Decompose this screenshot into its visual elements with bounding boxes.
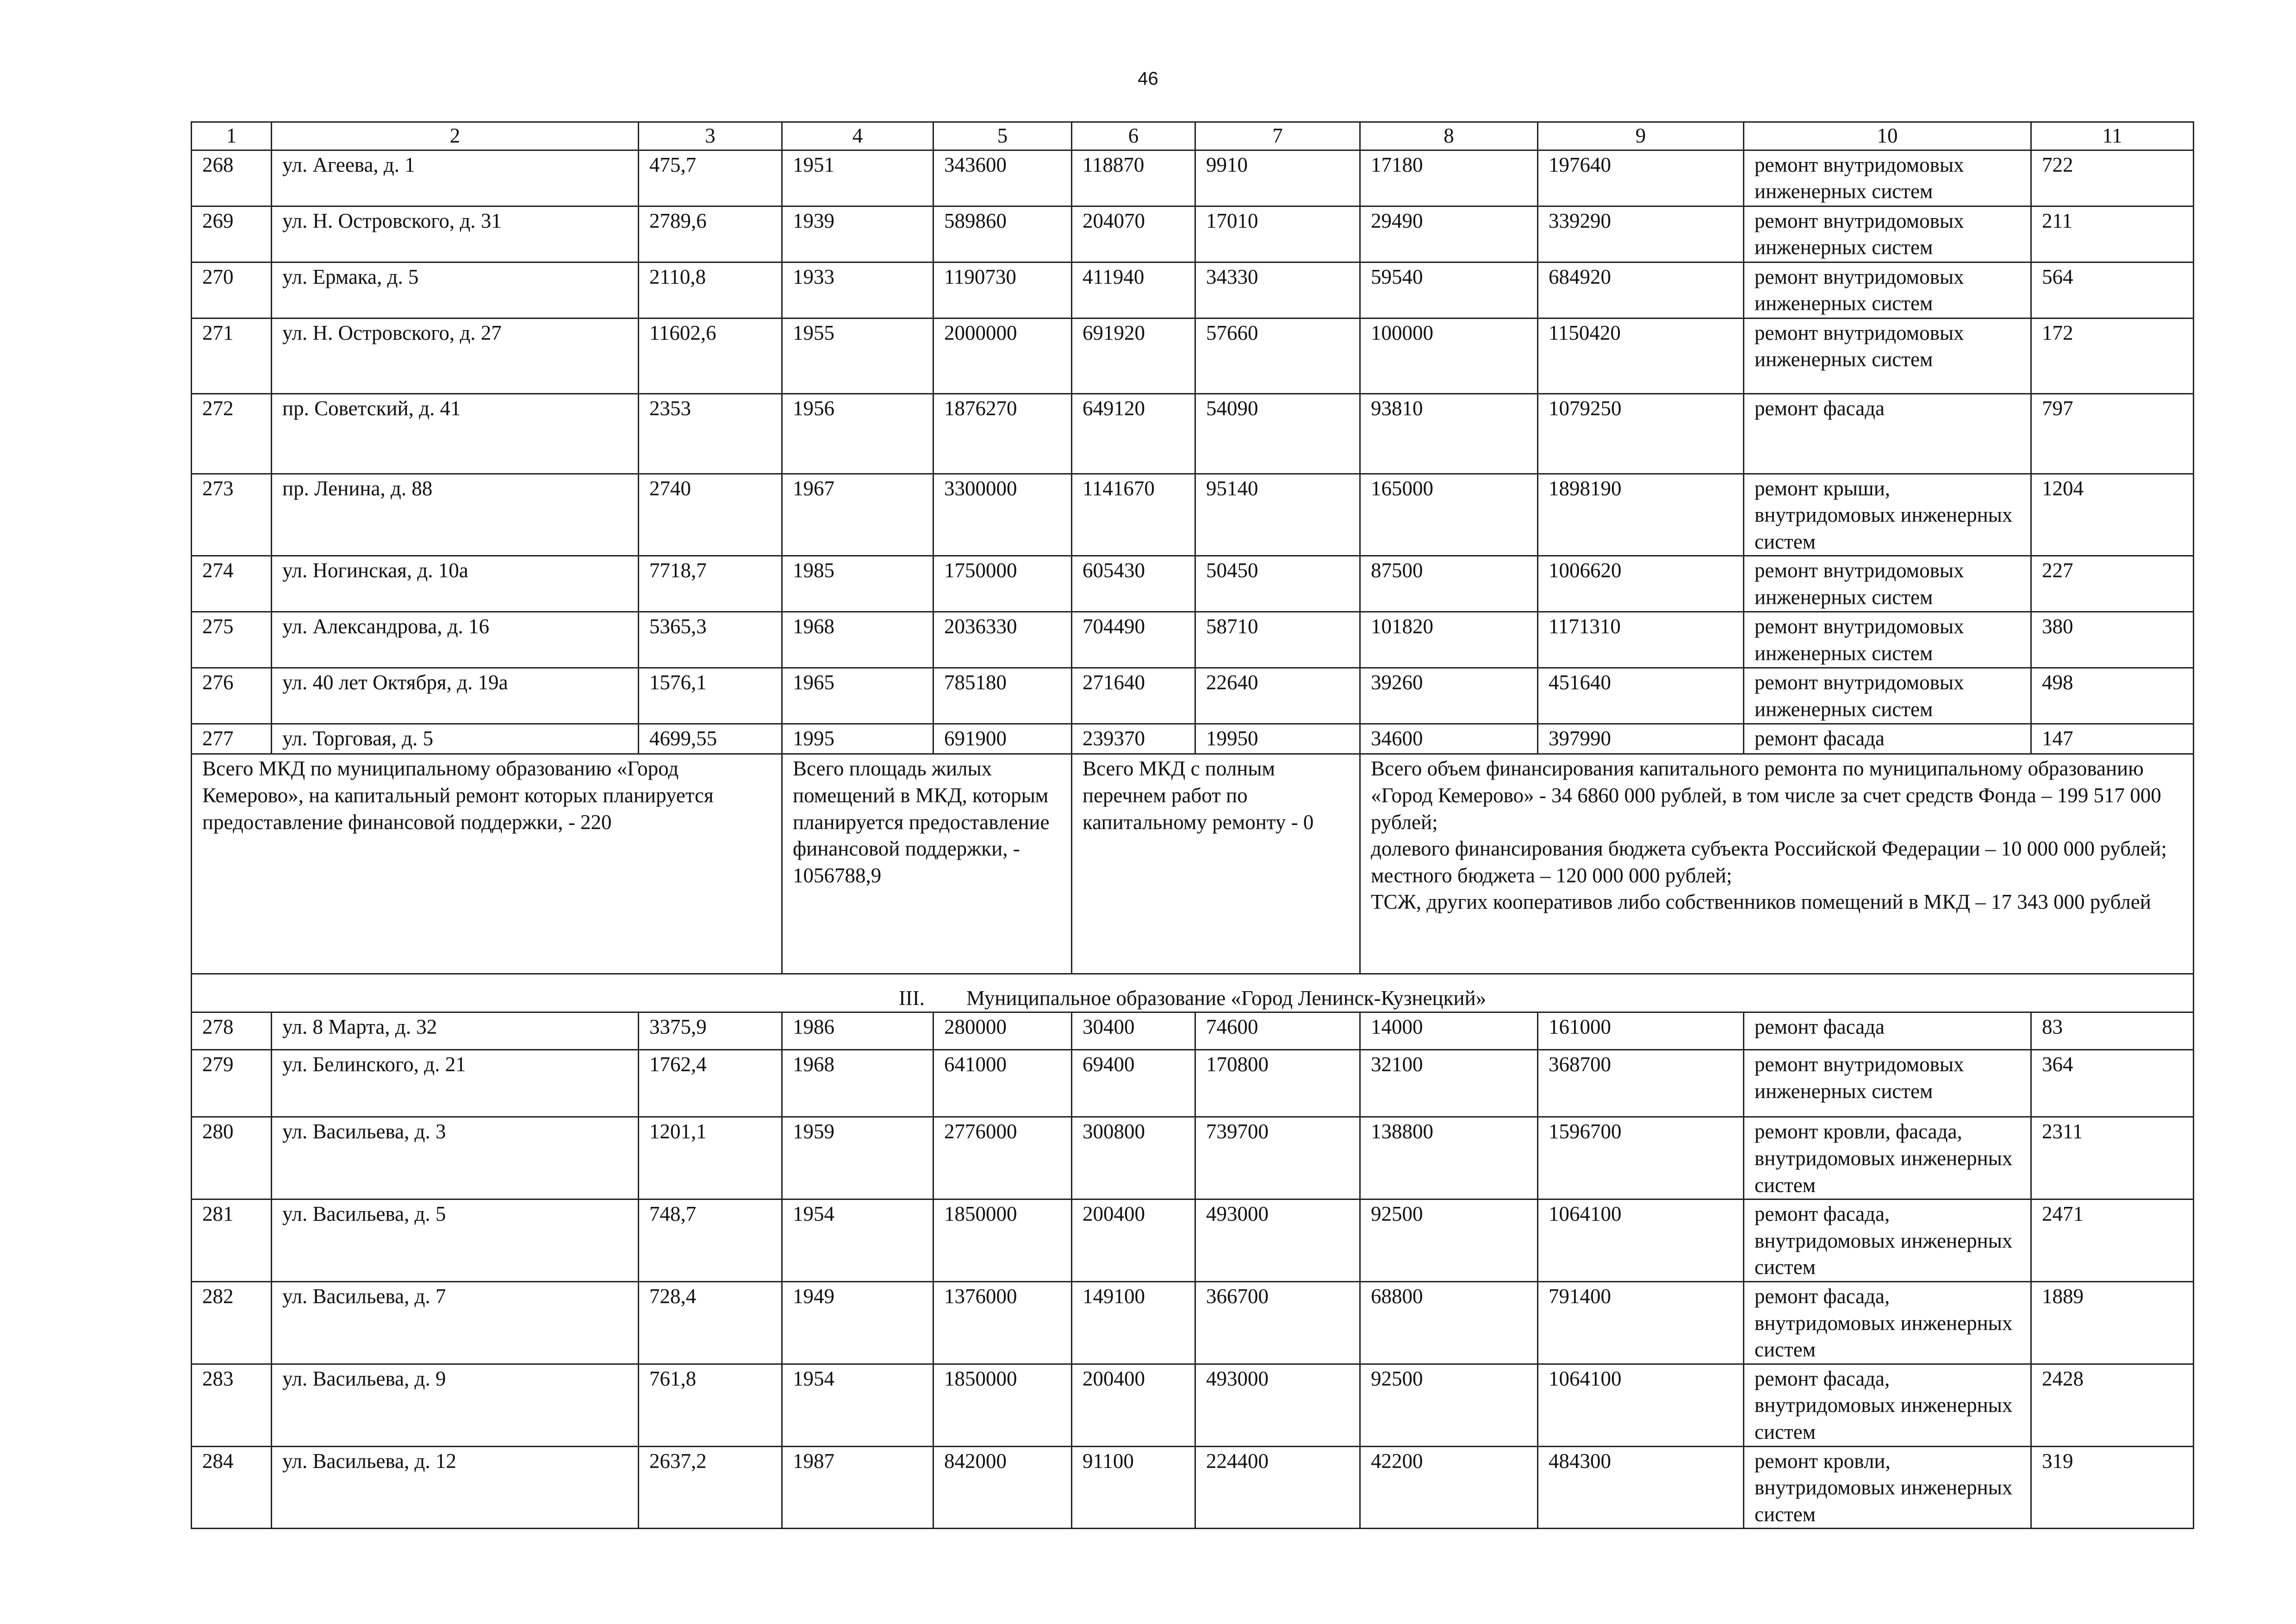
repair-program-table: [191, 121, 2194, 1529]
local-share-cell: 165000: [1360, 474, 1538, 556]
total-cost-cell: 1190730: [933, 262, 1072, 318]
year-cell: 1985: [782, 556, 933, 612]
address: пр. Ленина, д. 88: [272, 474, 639, 556]
work-type-cell: ремонт фасада: [1744, 1012, 2031, 1050]
financing-line: долевого финансирования бюджета субъекта Российской Федерации – 10 000 000 рублей;: [1371, 837, 2167, 861]
work-type-cell: ремонт фасада, внутридомовых инженерных систем: [1744, 1199, 2031, 1282]
local-share-cell: 42200: [1360, 1446, 1538, 1529]
residents-cell: 172: [2031, 318, 2194, 394]
year-cell: 1987: [782, 1446, 933, 1529]
residents-cell: 83: [2031, 1012, 2194, 1050]
local-share-cell: 87500: [1360, 556, 1538, 612]
owners-share-cell: 1079250: [1538, 394, 1744, 474]
owners-share-cell: 1064100: [1538, 1364, 1744, 1446]
year-cell: 1995: [782, 724, 933, 754]
summary-total-area: Всего площадь жилых помещений в МКД, которым планируется предоставление финансовой поддержки, - 1056788,9: [782, 754, 1072, 974]
address: ул. Васильева, д. 12: [272, 1446, 639, 1529]
address: ул. 40 лет Октября, д. 19а: [272, 668, 639, 724]
table-row: [192, 206, 2194, 262]
column-number-row: [192, 122, 2194, 150]
work-type-cell: ремонт внутридомовых инженерных систем: [1744, 318, 2031, 394]
fund-share-cell: 605430: [1072, 556, 1195, 612]
table-row: [192, 1117, 2194, 1199]
fund-share-cell: 204070: [1072, 206, 1195, 262]
local-share-cell: 92500: [1360, 1364, 1538, 1446]
local-share-cell: 93810: [1360, 394, 1538, 474]
region-share-cell: 50450: [1195, 556, 1360, 612]
local-share-cell: 29490: [1360, 206, 1538, 262]
region-share-cell: 493000: [1195, 1364, 1360, 1446]
financing-line: местного бюджета – 120 000 000 рублей;: [1371, 863, 1732, 887]
total-cost-cell: 842000: [933, 1446, 1072, 1529]
work-type-cell: ремонт внутридомовых инженерных систем: [1744, 262, 2031, 318]
year-cell: 1959: [782, 1117, 933, 1199]
region-share-cell: 739700: [1195, 1117, 1360, 1199]
total-cost-cell: 1376000: [933, 1281, 1072, 1364]
row-number: 284: [192, 1446, 272, 1529]
table-row: [192, 724, 2194, 754]
region-share-cell: 19950: [1195, 724, 1360, 754]
area-cell: 1762,4: [639, 1050, 782, 1117]
work-type-cell: ремонт фасада, внутридомовых инженерных систем: [1744, 1364, 2031, 1446]
address: ул. Васильева, д. 9: [272, 1364, 639, 1446]
column-number: 10: [1744, 122, 2031, 150]
table-body: [192, 122, 2194, 1529]
owners-share-cell: 1150420: [1538, 318, 1744, 394]
address: ул. Агеева, д. 1: [272, 150, 639, 206]
row-number: 283: [192, 1364, 272, 1446]
fund-share-cell: 271640: [1072, 668, 1195, 724]
local-share-cell: 39260: [1360, 668, 1538, 724]
owners-share-cell: 368700: [1538, 1050, 1744, 1117]
table-row: [192, 556, 2194, 612]
owners-share-cell: 791400: [1538, 1281, 1744, 1364]
residents-cell: 797: [2031, 394, 2194, 474]
total-cost-cell: 691900: [933, 724, 1072, 754]
year-cell: 1968: [782, 1050, 933, 1117]
local-share-cell: 32100: [1360, 1050, 1538, 1117]
total-cost-cell: 2000000: [933, 318, 1072, 394]
total-cost-cell: 1850000: [933, 1199, 1072, 1282]
region-share-cell: 22640: [1195, 668, 1360, 724]
address: ул. Васильева, д. 5: [272, 1199, 639, 1282]
column-number: 9: [1538, 122, 1744, 150]
address: ул. Ермака, д. 5: [272, 262, 639, 318]
fund-share-cell: 411940: [1072, 262, 1195, 318]
address: ул. Н. Островского, д. 27: [272, 318, 639, 394]
column-number: 4: [782, 122, 933, 150]
area-cell: 2110,8: [639, 262, 782, 318]
owners-share-cell: 1064100: [1538, 1199, 1744, 1282]
row-number: 278: [192, 1012, 272, 1050]
year-cell: 1933: [782, 262, 933, 318]
region-share-cell: 493000: [1195, 1199, 1360, 1282]
residents-cell: 1889: [2031, 1281, 2194, 1364]
residents-cell: 564: [2031, 262, 2194, 318]
local-share-cell: 14000: [1360, 1012, 1538, 1050]
row-number: 271: [192, 318, 272, 394]
work-type-cell: ремонт фасада: [1744, 394, 2031, 474]
owners-share-cell: 339290: [1538, 206, 1744, 262]
residents-cell: 2471: [2031, 1199, 2194, 1282]
year-cell: 1956: [782, 394, 933, 474]
summary-financing: [1360, 754, 2194, 974]
row-number: 270: [192, 262, 272, 318]
year-cell: 1954: [782, 1364, 933, 1446]
total-cost-cell: 2036330: [933, 612, 1072, 668]
total-cost-cell: 1876270: [933, 394, 1072, 474]
owners-share-cell: 1898190: [1538, 474, 1744, 556]
region-share-cell: 74600: [1195, 1012, 1360, 1050]
table-row: [192, 1199, 2194, 1282]
work-type-cell: ремонт кровли, фасада, внутридомовых инженерных систем: [1744, 1117, 2031, 1199]
column-number: 6: [1072, 122, 1195, 150]
work-type-cell: ремонт крыши, внутридомовых инженерных систем: [1744, 474, 2031, 556]
residents-cell: 2428: [2031, 1364, 2194, 1446]
fund-share-cell: 118870: [1072, 150, 1195, 206]
local-share-cell: 34600: [1360, 724, 1538, 754]
row-number: 272: [192, 394, 272, 474]
row-number: 274: [192, 556, 272, 612]
local-share-cell: 101820: [1360, 612, 1538, 668]
total-cost-cell: 641000: [933, 1050, 1072, 1117]
work-type-cell: ремонт внутридомовых инженерных систем: [1744, 150, 2031, 206]
owners-share-cell: 397990: [1538, 724, 1744, 754]
row-number: 280: [192, 1117, 272, 1199]
work-type-cell: ремонт внутридомовых инженерных систем: [1744, 1050, 2031, 1117]
summary-row: [192, 754, 2194, 974]
owners-share-cell: 197640: [1538, 150, 1744, 206]
area-cell: 2789,6: [639, 206, 782, 262]
address: ул. Васильева, д. 7: [272, 1281, 639, 1364]
area-cell: 4699,55: [639, 724, 782, 754]
year-cell: 1986: [782, 1012, 933, 1050]
region-share-cell: 58710: [1195, 612, 1360, 668]
section-title: Муниципальное образование «Город Ленинск-Кузнецкий»: [966, 986, 1487, 1010]
work-type-cell: ремонт внутридомовых инженерных систем: [1744, 206, 2031, 262]
region-share-cell: 224400: [1195, 1446, 1360, 1529]
fund-share-cell: 239370: [1072, 724, 1195, 754]
residents-cell: 147: [2031, 724, 2194, 754]
total-cost-cell: 3300000: [933, 474, 1072, 556]
residents-cell: 1204: [2031, 474, 2194, 556]
table-row: [192, 1050, 2194, 1117]
fund-share-cell: 200400: [1072, 1364, 1195, 1446]
owners-share-cell: 161000: [1538, 1012, 1744, 1050]
area-cell: 1201,1: [639, 1117, 782, 1199]
address: ул. Белинского, д. 21: [272, 1050, 639, 1117]
region-share-cell: 17010: [1195, 206, 1360, 262]
work-type-cell: ремонт фасада: [1744, 724, 2031, 754]
region-share-cell: 170800: [1195, 1050, 1360, 1117]
address: ул. Ногинская, д. 10а: [272, 556, 639, 612]
table-row: [192, 474, 2194, 556]
fund-share-cell: 691920: [1072, 318, 1195, 394]
column-number: 2: [272, 122, 639, 150]
local-share-cell: 68800: [1360, 1281, 1538, 1364]
local-share-cell: 59540: [1360, 262, 1538, 318]
region-share-cell: 9910: [1195, 150, 1360, 206]
table-row: [192, 668, 2194, 724]
column-number: 1: [192, 122, 272, 150]
area-cell: 11602,6: [639, 318, 782, 394]
residents-cell: 722: [2031, 150, 2194, 206]
residents-cell: 227: [2031, 556, 2194, 612]
total-cost-cell: 2776000: [933, 1117, 1072, 1199]
row-number: 277: [192, 724, 272, 754]
year-cell: 1968: [782, 612, 933, 668]
row-number: 279: [192, 1050, 272, 1117]
area-cell: 761,8: [639, 1364, 782, 1446]
local-share-cell: 100000: [1360, 318, 1538, 394]
year-cell: 1954: [782, 1199, 933, 1282]
address: ул. Торговая, д. 5: [272, 724, 639, 754]
region-share-cell: 57660: [1195, 318, 1360, 394]
table-row: [192, 1281, 2194, 1364]
row-number: 276: [192, 668, 272, 724]
area-cell: 748,7: [639, 1199, 782, 1282]
section-heading-row: [192, 974, 2194, 1012]
table-row: [192, 1364, 2194, 1446]
owners-share-cell: 684920: [1538, 262, 1744, 318]
row-number: 281: [192, 1199, 272, 1282]
area-cell: 728,4: [639, 1281, 782, 1364]
residents-cell: 2311: [2031, 1117, 2194, 1199]
page-number: 46: [1138, 69, 1158, 89]
owners-share-cell: 1006620: [1538, 556, 1744, 612]
row-number: 268: [192, 150, 272, 206]
row-number: 282: [192, 1281, 272, 1364]
owners-share-cell: 1596700: [1538, 1117, 1744, 1199]
total-cost-cell: 1750000: [933, 556, 1072, 612]
total-cost-cell: 280000: [933, 1012, 1072, 1050]
work-type-cell: ремонт внутридомовых инженерных систем: [1744, 612, 2031, 668]
work-type-cell: ремонт кровли, внутридомовых инженерных систем: [1744, 1446, 2031, 1529]
fund-share-cell: 69400: [1072, 1050, 1195, 1117]
total-cost-cell: 785180: [933, 668, 1072, 724]
column-number: 8: [1360, 122, 1538, 150]
total-cost-cell: 589860: [933, 206, 1072, 262]
fund-share-cell: 200400: [1072, 1199, 1195, 1282]
local-share-cell: 17180: [1360, 150, 1538, 206]
region-share-cell: 34330: [1195, 262, 1360, 318]
area-cell: 1576,1: [639, 668, 782, 724]
fund-share-cell: 300800: [1072, 1117, 1195, 1199]
residents-cell: 319: [2031, 1446, 2194, 1529]
fund-share-cell: 649120: [1072, 394, 1195, 474]
area-cell: 475,7: [639, 150, 782, 206]
address: ул. 8 Марта, д. 32: [272, 1012, 639, 1050]
year-cell: 1967: [782, 474, 933, 556]
work-type-cell: ремонт фасада, внутридомовых инженерных систем: [1744, 1281, 2031, 1364]
section-heading: [192, 974, 2194, 1012]
table-row: [192, 262, 2194, 318]
year-cell: 1951: [782, 150, 933, 206]
summary-full-list: Всего МКД с полным перечнем работ по капитальному ремонту - 0: [1072, 754, 1360, 974]
region-share-cell: 95140: [1195, 474, 1360, 556]
year-cell: 1939: [782, 206, 933, 262]
table-row: [192, 612, 2194, 668]
column-number: 11: [2031, 122, 2194, 150]
local-share-cell: 92500: [1360, 1199, 1538, 1282]
table-row: [192, 1446, 2194, 1529]
residents-cell: 380: [2031, 612, 2194, 668]
column-number: 7: [1195, 122, 1360, 150]
area-cell: 7718,7: [639, 556, 782, 612]
local-share-cell: 138800: [1360, 1117, 1538, 1199]
financing-line: ТСЖ, других кооперативов либо собственников помещений в МКД – 17 343 000 рублей: [1371, 890, 2151, 914]
address: ул. Александрова, д. 16: [272, 612, 639, 668]
table-row: [192, 150, 2194, 206]
fund-share-cell: 30400: [1072, 1012, 1195, 1050]
row-number: 269: [192, 206, 272, 262]
fund-share-cell: 704490: [1072, 612, 1195, 668]
address: пр. Советский, д. 41: [272, 394, 639, 474]
total-cost-cell: 343600: [933, 150, 1072, 206]
area-cell: 3375,9: [639, 1012, 782, 1050]
fund-share-cell: 149100: [1072, 1281, 1195, 1364]
fund-share-cell: 91100: [1072, 1446, 1195, 1529]
work-type-cell: ремонт внутридомовых инженерных систем: [1744, 668, 2031, 724]
area-cell: 2637,2: [639, 1446, 782, 1529]
summary-total-mkd: Всего МКД по муниципальному образованию «Город Кемерово», на капитальный ремонт которых планируется предоставление финансовой поддержки, - 220: [192, 754, 782, 974]
row-number: 275: [192, 612, 272, 668]
section-number: III.: [898, 986, 925, 1010]
area-cell: 2353: [639, 394, 782, 474]
fund-share-cell: 1141670: [1072, 474, 1195, 556]
region-share-cell: 54090: [1195, 394, 1360, 474]
residents-cell: 211: [2031, 206, 2194, 262]
column-number: 3: [639, 122, 782, 150]
financing-line: Всего объем финансирования капитального ремонта по муниципальному образованию «Город Кемерово» - 34 6860 000 рублей, в том числе за счет средств Фонда – 199 517 000 рублей;: [1371, 757, 2161, 834]
row-number: 273: [192, 474, 272, 556]
owners-share-cell: 451640: [1538, 668, 1744, 724]
table-row: [192, 394, 2194, 474]
area-cell: 5365,3: [639, 612, 782, 668]
address: ул. Васильева, д. 3: [272, 1117, 639, 1199]
owners-share-cell: 1171310: [1538, 612, 1744, 668]
year-cell: 1965: [782, 668, 933, 724]
work-type-cell: ремонт внутридомовых инженерных систем: [1744, 556, 2031, 612]
table-row: [192, 318, 2194, 394]
owners-share-cell: 484300: [1538, 1446, 1744, 1529]
column-number: 5: [933, 122, 1072, 150]
year-cell: 1955: [782, 318, 933, 394]
residents-cell: 364: [2031, 1050, 2194, 1117]
region-share-cell: 366700: [1195, 1281, 1360, 1364]
area-cell: 2740: [639, 474, 782, 556]
address: ул. Н. Островского, д. 31: [272, 206, 639, 262]
year-cell: 1949: [782, 1281, 933, 1364]
residents-cell: 498: [2031, 668, 2194, 724]
table-row: [192, 1012, 2194, 1050]
total-cost-cell: 1850000: [933, 1364, 1072, 1446]
